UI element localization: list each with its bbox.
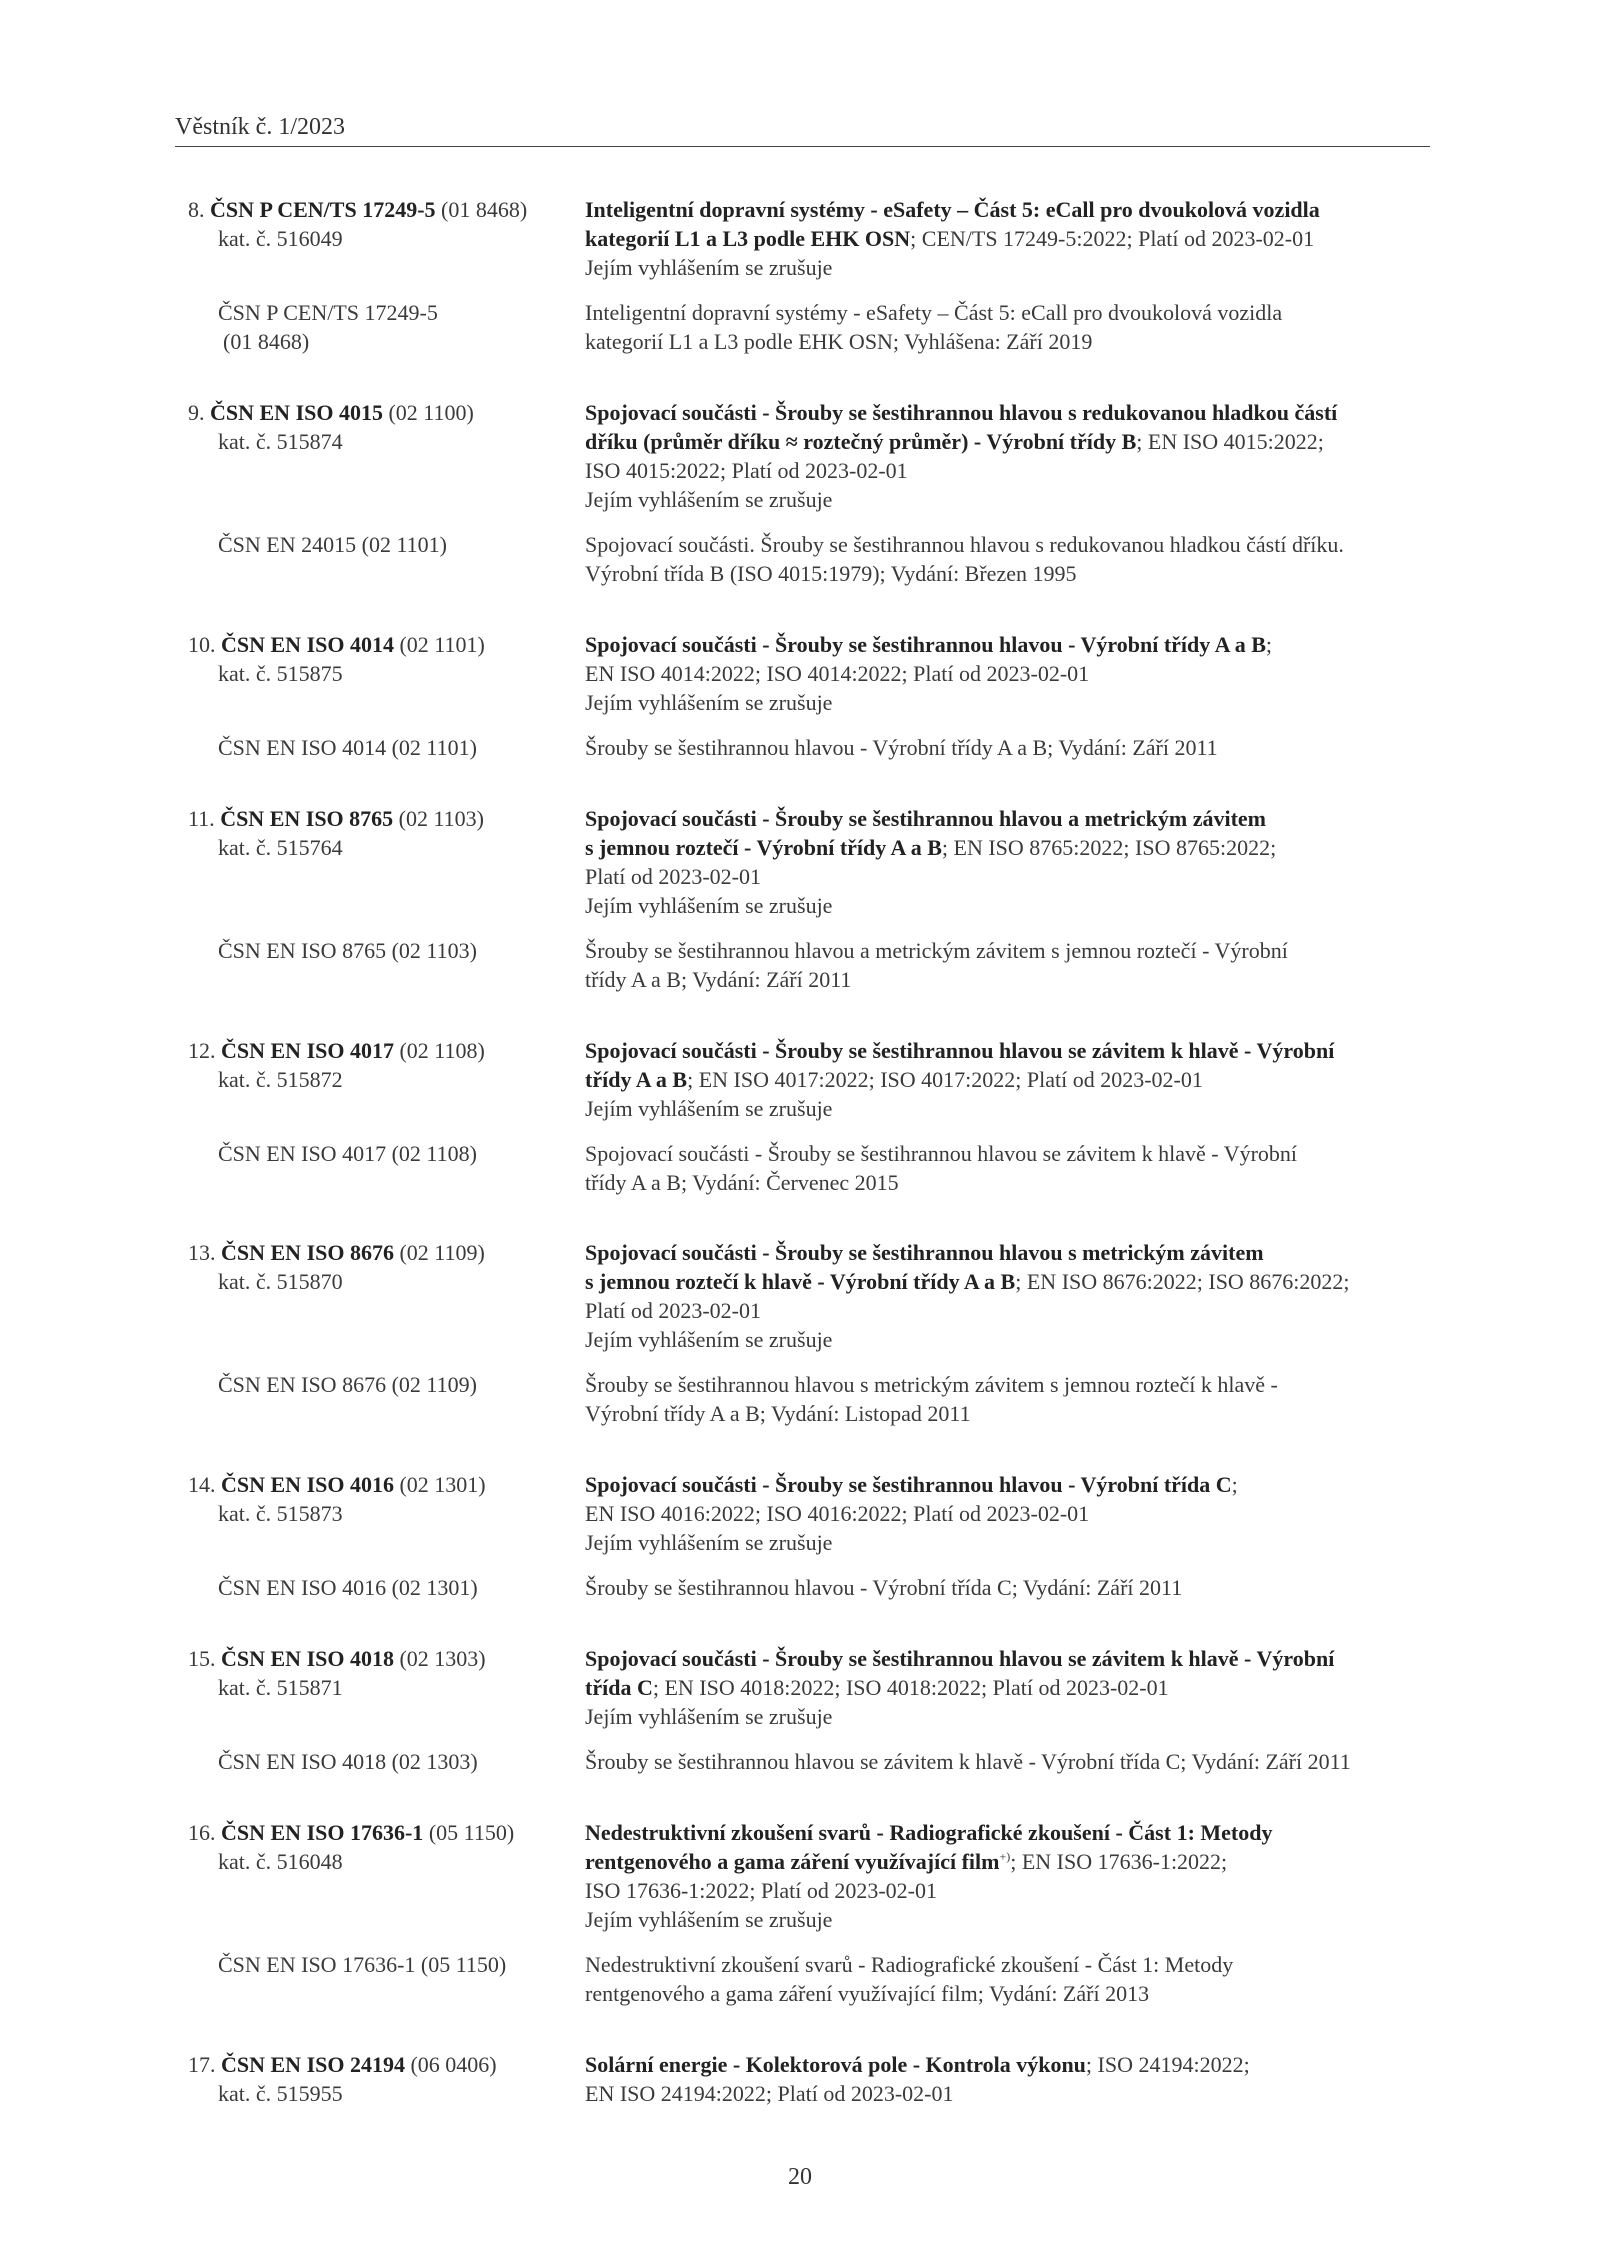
catalog-number: kat. č. 515873 xyxy=(218,1501,343,1526)
catalog-number: kat. č. 515955 xyxy=(218,2081,343,2106)
standard-code: ČSN EN ISO 4017 xyxy=(221,1038,394,1063)
replaced-standard: ČSN EN ISO 8765 (02 1103) xyxy=(218,938,477,963)
replaced-title: Spojovací součásti. Šrouby se šestihrannou hlavou s redukovanou hladkou částí dříku. xyxy=(585,532,1344,557)
standard-title: Nedestruktivní zkoušení svarů - Radiografické zkoušení - Část 1: Metody xyxy=(585,1820,1273,1845)
cancellation-note: Jejím vyhlášením se zrušuje xyxy=(585,255,833,280)
catalog-number: kat. č. 515764 xyxy=(218,835,343,860)
replaced-standard: ČSN EN ISO 4017 (02 1108) xyxy=(218,1141,477,1166)
page-header xyxy=(175,112,1430,147)
standard-code: ČSN P CEN/TS 17249-5 xyxy=(210,197,436,222)
cancellation-note: Jejím vyhlášením se zrušuje xyxy=(585,487,833,512)
standard-entry-11: 11. ČSN EN ISO 8765 (02 1103) kat. č. 515764 Spojovací součásti - Šrouby se šestihrannou hlavou a metrickým závitem s jemnou roztečí - Výrobní třídy A a B; EN ISO 8765:2022; ISO 8765:2022; Platí od 2023-02-01 Jejím vyhlášením se zrušuje ČSN EN ISO 8765 (02 1103) Šrouby se šestihrannou hlavou a metrickým závitem s jemnou roztečí - Výrobní třídy A a B; Vydání: Září 2011 xyxy=(188,804,1433,986)
replaced-standard: ČSN P CEN/TS 17249-5 xyxy=(218,300,438,325)
standard-entry-17: 17. ČSN EN ISO 24194 (06 0406) kat. č. 515955 Solární energie - Kolektorová pole - Kontrola výkonu; ISO 24194:2022; EN ISO 24194:2022; Platí od 2023-02-01 xyxy=(188,2052,1250,2106)
standard-code: ČSN EN ISO 24194 xyxy=(221,2052,405,2077)
standard-entry-9: 9. ČSN EN ISO 4015 (02 1100) kat. č. 515874 Spojovací součásti - Šrouby se šestihrannou hlavou s redukovanou hladkou částí dříku (průměr dříku ≈ roztečný průměr) - Výrobní třídy B; EN ISO 4015:2022; ISO 4015:2022; Platí od 2023-02-01 Jejím vyhlášením se zrušuje ČSN EN 24015 (02 1101) Spojovací součásti. Šrouby se šestihrannou hlavou s redukovanou hladkou částí dříku. Výrobní třída B (ISO 4015:1979); Vydání: Březen 1995 xyxy=(188,398,1433,580)
standard-title: Spojovací součásti - Šrouby se šestihrannou hlavou - Výrobní třídy A a B xyxy=(585,632,1266,657)
page-number: 20 xyxy=(788,2164,812,2190)
replaced-standard: ČSN EN 24015 (02 1101) xyxy=(218,532,447,557)
standard-title: Spojovací součásti - Šrouby se šestihrannou hlavou - Výrobní třída C xyxy=(585,1472,1232,1497)
replaced-title: Inteligentní dopravní systémy - eSafety – Část 5: eCall pro dvoukolová vozidla xyxy=(585,300,1283,325)
standard-code: ČSN EN ISO 8676 xyxy=(221,1240,394,1265)
replaced-title: Šrouby se šestihrannou hlavou - Výrobní třídy A a B; Vydání: Září 2011 xyxy=(585,735,1218,760)
standard-title: Solární energie - Kolektorová pole - Kontrola výkonu xyxy=(585,2052,1086,2077)
replaced-title: Šrouby se šestihrannou hlavou - Výrobní třída C; Vydání: Září 2011 xyxy=(585,1575,1183,1600)
standard-title: Spojovací součásti - Šrouby se šestihrannou hlavou se závitem k hlavě - Výrobní xyxy=(585,1038,1335,1063)
replaced-title: Nedestruktivní zkoušení svarů - Radiografické zkoušení - Část 1: Metody xyxy=(585,1952,1234,1977)
standard-code: ČSN EN ISO 4015 xyxy=(210,400,383,425)
replaced-standard: ČSN EN ISO 17636-1 (05 1150) xyxy=(218,1952,507,1977)
cancellation-note: Jejím vyhlášením se zrušuje xyxy=(585,1327,833,1352)
standard-entry-15: 15. ČSN EN ISO 4018 (02 1303) kat. č. 515871 Spojovací součásti - Šrouby se šestihrannou hlavou se závitem k hlavě - Výrobní třída C; EN ISO 4018:2022; ISO 4018:2022; Platí od 2023-02-01 Jejím vyhlášením se zrušuje ČSN EN ISO 4018 (02 1303) Šrouby se šestihrannou hlavou se závitem k hlavě - Výrobní třída C; Vydání: Září 2011 xyxy=(188,1644,1433,1768)
bulletin-title: Věstník č. 1/2023 xyxy=(175,114,345,140)
replaced-standard: ČSN EN ISO 4016 (02 1301) xyxy=(218,1575,478,1600)
standard-entry-14: 14. ČSN EN ISO 4016 (02 1301) kat. č. 515873 Spojovací součásti - Šrouby se šestihrannou hlavou - Výrobní třída C; EN ISO 4016:2022; ISO 4016:2022; Platí od 2023-02-01 Jejím vyhlášením se zrušuje ČSN EN ISO 4016 (02 1301) Šrouby se šestihrannou hlavou - Výrobní třída C; Vydání: Září 2011 xyxy=(188,1470,1433,1594)
catalog-number: kat. č. 516048 xyxy=(218,1849,343,1874)
replaced-standard: ČSN EN ISO 4018 (02 1303) xyxy=(218,1749,478,1774)
standard-entry-16: 16. ČSN EN ISO 17636-1 (05 1150) kat. č. 516048 Nedestruktivní zkoušení svarů - Radiografické zkoušení - Část 1: Metody rentgenového a gama záření využívající film+); EN ISO 17636-1:2022; ISO 17636-1:2022; Platí od 2023-02-01 Jejím vyhlášením se zrušuje ČSN EN ISO 17636-1 (05 1150) Nedestruktivní zkoušení svarů - Radiografické zkoušení - Část 1: Metody rentgenového a gama záření využívající film; Vydání: Září 2013 xyxy=(188,1818,1433,2000)
standard-title: Spojovací součásti - Šrouby se šestihrannou hlavou a metrickým závitem xyxy=(585,806,1266,831)
standard-code: ČSN EN ISO 17636-1 xyxy=(221,1820,424,1845)
catalog-number: kat. č. 515872 xyxy=(218,1067,343,1092)
standard-code: ČSN EN ISO 4018 xyxy=(221,1646,394,1671)
replaced-standard: ČSN EN ISO 8676 (02 1109) xyxy=(218,1372,477,1397)
standard-title: Spojovací součásti - Šrouby se šestihrannou hlavou s redukovanou hladkou částí xyxy=(585,400,1338,425)
standard-entry-10: 10. ČSN EN ISO 4014 (02 1101) kat. č. 515875 Spojovací součásti - Šrouby se šestihrannou hlavou - Výrobní třídy A a B; EN ISO 4014:2022; ISO 4014:2022; Platí od 2023-02-01 Jejím vyhlášením se zrušuje ČSN EN ISO 4014 (02 1101) Šrouby se šestihrannou hlavou - Výrobní třídy A a B; Vydání: Září 2011 xyxy=(188,630,1433,754)
replaced-title: Šrouby se šestihrannou hlavou se závitem k hlavě - Výrobní třída C; Vydání: Září 2011 xyxy=(585,1749,1351,1774)
replaced-title: Šrouby se šestihrannou hlavou s metrickým závitem s jemnou roztečí k hlavě - xyxy=(585,1372,1278,1397)
standard-entry-8: 8. ČSN P CEN/TS 17249-5 (01 8468) kat. č. 516049 Inteligentní dopravní systémy - eSafety – Část 5: eCall pro dvoukolová vozidla kategorií L1 a L3 podle EHK OSN; CEN/TS 17249-5:2022; Platí od 2023-02-01 Jejím vyhlášením se zrušuje ČSN P CEN/TS 17249-5 (01 8468) Inteligentní dopravní systémy - eSafety – Část 5: eCall pro dvoukolová vozidla kategorií L1 a L3 podle EHK OSN; Vyhlášena: Září 2019 xyxy=(188,195,1433,348)
standard-code: ČSN EN ISO 4014 xyxy=(221,632,394,657)
standard-code: ČSN EN ISO 4016 xyxy=(221,1472,394,1497)
catalog-number: kat. č. 515871 xyxy=(218,1675,343,1700)
catalog-number: kat. č. 515870 xyxy=(218,1269,343,1294)
catalog-number: kat. č. 516049 xyxy=(218,226,343,251)
cancellation-note: Jejím vyhlášením se zrušuje xyxy=(585,893,833,918)
footnote-marker: +) xyxy=(999,1849,1011,1864)
standard-entry-13: 13. ČSN EN ISO 8676 (02 1109) kat. č. 515870 Spojovací součásti - Šrouby se šestihrannou hlavou s metrickým závitem s jemnou roztečí k hlavě - Výrobní třídy A a B; EN ISO 8676:2022; ISO 8676:2022; Platí od 2023-02-01 Jejím vyhlášením se zrušuje ČSN EN ISO 8676 (02 1109) Šrouby se šestihrannou hlavou s metrickým závitem s jemnou roztečí k hlavě - Výrobní třídy A a B; Vydání: Listopad 2011 xyxy=(188,1238,1433,1420)
cancellation-note: Jejím vyhlášením se zrušuje xyxy=(585,1704,833,1729)
cancellation-note: Jejím vyhlášením se zrušuje xyxy=(585,1096,833,1121)
replaced-standard: ČSN EN ISO 4014 (02 1101) xyxy=(218,735,477,760)
catalog-number: kat. č. 515874 xyxy=(218,429,343,454)
standard-code: ČSN EN ISO 8765 xyxy=(220,806,394,831)
cancellation-note: Jejím vyhlášením se zrušuje xyxy=(585,1530,833,1555)
cancellation-note: Jejím vyhlášením se zrušuje xyxy=(585,690,833,715)
catalog-number: kat. č. 515875 xyxy=(218,661,343,686)
standard-title: Spojovací součásti - Šrouby se šestihrannou hlavou se závitem k hlavě - Výrobní xyxy=(585,1646,1335,1671)
standard-title: Spojovací součásti - Šrouby se šestihrannou hlavou s metrickým závitem xyxy=(585,1240,1264,1265)
standard-title: Inteligentní dopravní systémy - eSafety – Část 5: eCall pro dvoukolová vozidla xyxy=(585,197,1320,222)
replaced-title: Spojovací součásti - Šrouby se šestihrannou hlavou se závitem k hlavě - Výrobní xyxy=(585,1141,1298,1166)
cancellation-note: Jejím vyhlášením se zrušuje xyxy=(585,1907,833,1932)
standard-entry-12: 12. ČSN EN ISO 4017 (02 1108) kat. č. 515872 Spojovací součásti - Šrouby se šestihrannou hlavou se závitem k hlavě - Výrobní třídy A a B; EN ISO 4017:2022; ISO 4017:2022; Platí od 2023-02-01 Jejím vyhlášením se zrušuje ČSN EN ISO 4017 (02 1108) Spojovací součásti - Šrouby se šestihrannou hlavou se závitem k hlavě - Výrobní třídy A a B; Vydání: Červenec 2015 xyxy=(188,1036,1433,1189)
replaced-title: Šrouby se šestihrannou hlavou a metrickým závitem s jemnou roztečí - Výrobní xyxy=(585,938,1288,963)
